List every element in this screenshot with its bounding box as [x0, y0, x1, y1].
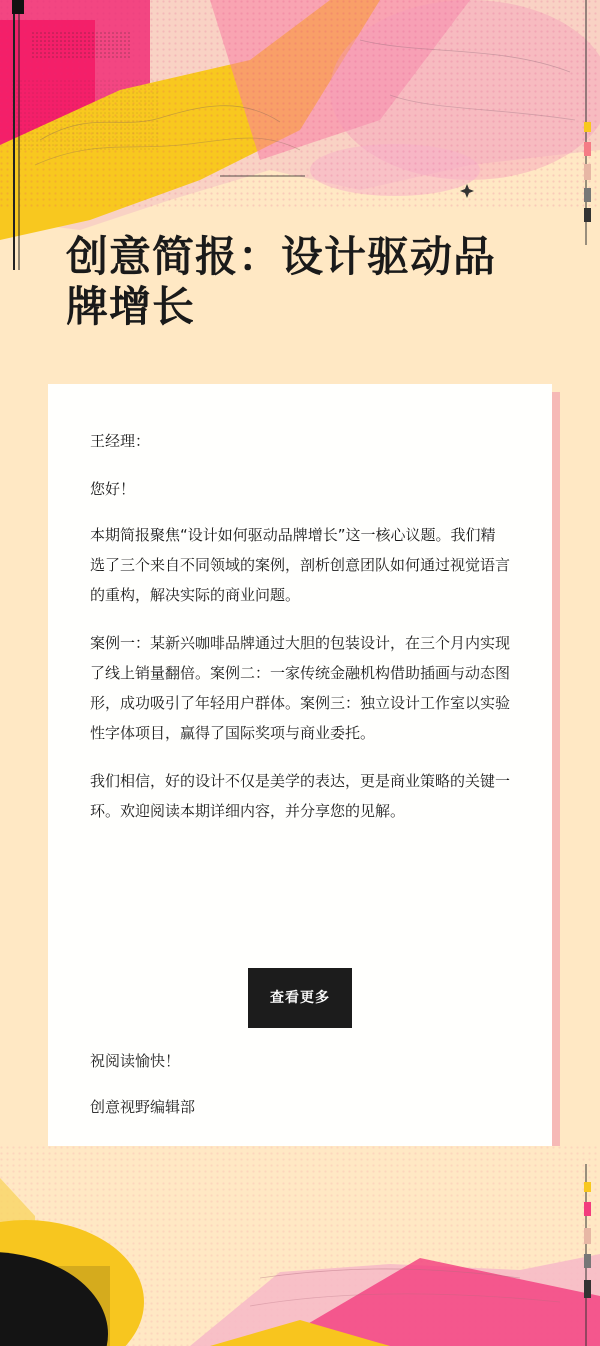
view-more-button[interactable]: 查看更多 — [248, 968, 352, 1028]
page-title: 创意简报：设计驱动品牌增长 — [66, 232, 497, 331]
footer-artwork — [0, 1146, 600, 1346]
cta-container — [48, 968, 552, 1028]
closing-section — [90, 1050, 510, 1118]
message-card — [48, 384, 552, 1184]
case-study-paragraph: 案例一：某新兴咖啡品牌通过大胆的包装设计，在三个月内实现了线上销量翻倍。案例二：一家传统金融机构借助插画与动态图形，成功吸引了年轻用户群体。案例三：独立设计工作室以实验性字体项目，赢得了国际奖项与商业委托。 — [90, 634, 511, 742]
footer-collage-svg — [0, 1146, 600, 1346]
salutation: 王经理： — [90, 432, 151, 450]
greeting: 您好！ — [90, 480, 136, 498]
intro-paragraph: 本期简报聚焦“设计如何驱动品牌增长”这一核心议题。我们精选了三个来自不同领域的案例，剖析创意团队如何通过视觉语言的重构，解决实际的商业问题。 — [90, 526, 511, 604]
conclusion-paragraph: 我们相信，好的设计不仅是美学的表达，更是商业策略的关键一环。欢迎阅读本期详细内容，并分享您的见解。 — [90, 772, 511, 820]
closing-text: 祝阅读愉快！ — [90, 1052, 181, 1070]
signature: 创意视野编辑部 — [90, 1098, 196, 1116]
